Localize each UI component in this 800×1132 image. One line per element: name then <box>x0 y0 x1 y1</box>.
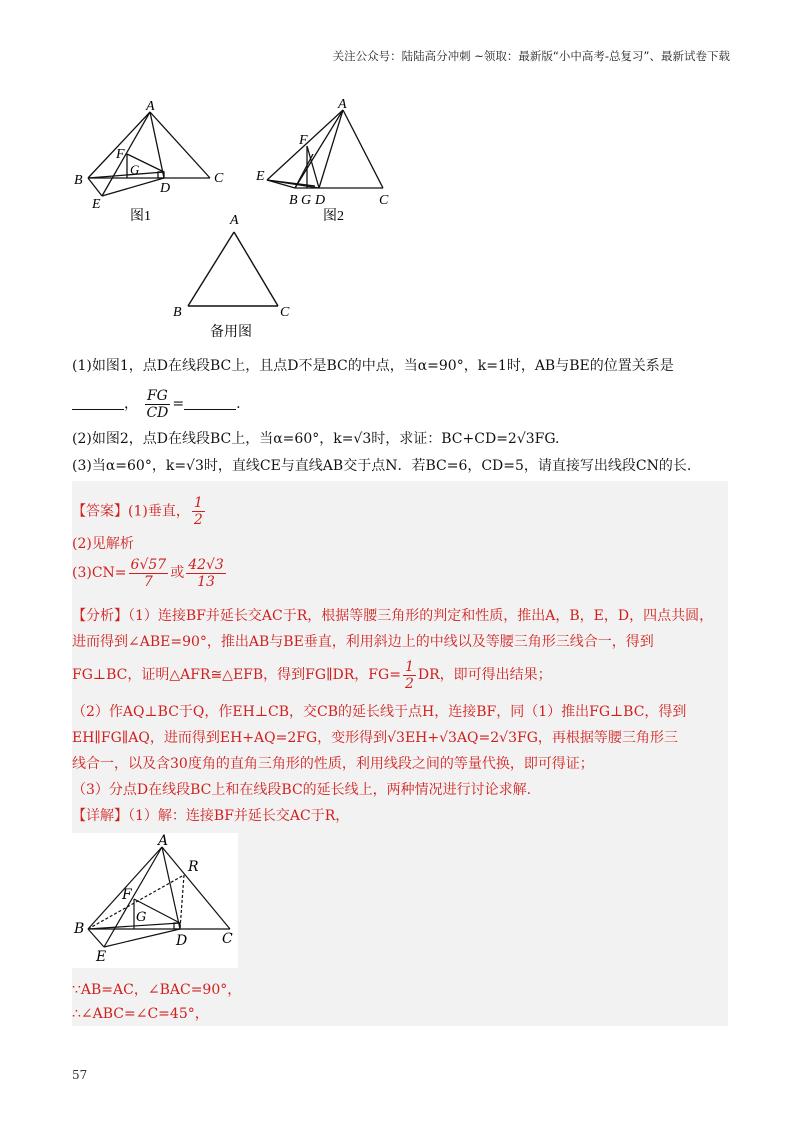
analysis-text-1: （1）连接BF并延长交AC于R，根据等腰三角形的判定和性质，推出A，B，E，D，四点共圆， <box>128 608 714 624</box>
answer-3-fraction-1 <box>129 557 169 590</box>
figure-1-diagram <box>72 98 242 228</box>
fig1-label-g: G <box>130 162 140 177</box>
fig2-label-e: E <box>256 169 265 184</box>
question-3: (3)当α=60°，k=√3时，直线CE与直线AB交于点N．若BC=6，CD=5，请直接写出线段CN的长. <box>72 458 692 474</box>
detail-label-f: F <box>122 887 132 903</box>
analysis-line-7: （3）分点D在线段BC上和在线段BC的延长线上，两种情况进行讨论求解. <box>72 782 532 798</box>
detail-label-r: R <box>188 859 199 875</box>
figure-2 <box>255 94 405 224</box>
fig2-label-c: C <box>379 193 389 208</box>
q1-separator: ， <box>124 396 138 412</box>
fig3-label-a: A <box>230 213 239 228</box>
answer-3-frac2-den: 13 <box>197 573 215 590</box>
fig3-label-b: B <box>173 305 182 320</box>
analysis-line-3 <box>72 657 552 693</box>
detail-label-d: D <box>176 933 188 949</box>
q1-end: . <box>236 396 241 412</box>
analysis-line-2: 进而得到∠ABE=90°，推出AB与BE垂直，利用斜边上的中线以及等腰三角形三线合一，得到 <box>72 634 654 650</box>
q1-equals: = <box>172 396 185 412</box>
detail-label-b: B <box>74 921 85 937</box>
solution-block <box>72 481 728 1026</box>
q1-frac-num: FG <box>146 387 168 404</box>
detail-figure <box>72 833 238 968</box>
fig3-label-c: C <box>280 305 290 320</box>
figure-spare <box>170 210 310 340</box>
analysis-3-suffix: DR，即可得出结果； <box>417 667 552 683</box>
fig1-label-d: D <box>160 181 171 196</box>
fig1-label-e: E <box>92 197 101 212</box>
analysis-3-fraction <box>403 659 416 692</box>
answer-blank-1[interactable] <box>72 395 124 410</box>
analysis-3-frac-den: 2 <box>404 675 414 692</box>
fig1-label-a: A <box>146 99 155 114</box>
figure-2-diagram <box>255 94 405 224</box>
analysis-line-1 <box>72 605 713 627</box>
detail-label-e: E <box>96 949 107 965</box>
answer-1-text: (1)垂直， <box>128 503 190 520</box>
fig3-caption: 备用图 <box>210 325 252 340</box>
answer-3-fraction-2 <box>186 557 226 590</box>
page-number: 57 <box>72 1068 88 1082</box>
fig2-caption: 图2 <box>323 209 344 224</box>
question-1-line-1: (1)如图1，点D在线段BC上，且点D不是BC的中点，当α=90°，k=1时，AB与BE的位置关系是 <box>72 358 674 374</box>
answer-1-fraction <box>192 495 205 528</box>
fig1-label-f: F <box>116 147 125 162</box>
analysis-3-frac-num: 1 <box>404 658 414 675</box>
answer-1-frac-num: 1 <box>193 495 203 511</box>
answer-3-frac1-den: 7 <box>143 573 153 590</box>
analysis-tag: 【分析】 <box>72 608 128 624</box>
answer-line-2: (2)见解析 <box>72 536 134 552</box>
detail-figure-diagram <box>72 833 238 968</box>
detail-tag: 【详解】 <box>72 808 128 824</box>
answer-1-frac-den: 2 <box>193 512 203 528</box>
answer-3-frac1-num: 6√57 <box>130 556 167 573</box>
detail-label-a: A <box>158 833 169 849</box>
q1-frac-den: CD <box>146 404 169 421</box>
fig2-label-d: D <box>315 193 326 208</box>
analysis-line-6: 线合一，以及含30度角的直角三角形的性质，利用线段之间的等量代换，即可得证； <box>72 756 594 772</box>
analysis-line-5: EH∥FG∥AQ，进而得到EH+AQ=2FG，变形得到√3EH+√3AQ=2√3FG，再根据等腰三角形三 <box>72 730 678 746</box>
detail-line-2: ∵AB=AC，∠BAC=90°， <box>72 982 242 998</box>
fig1-label-c: C <box>214 171 224 186</box>
fig1-caption: 图1 <box>130 209 151 224</box>
fig1-label-b: B <box>74 173 83 188</box>
fig2-label-b: B <box>289 193 298 208</box>
answer-tag: 【答案】 <box>72 503 128 520</box>
figure-1 <box>72 98 242 228</box>
answer-line-1 <box>72 495 207 528</box>
detail-label-c: C <box>222 931 233 947</box>
detail-text-1: （1）解：连接BF并延长交AC于R， <box>128 808 350 824</box>
page-header: 关注公众号：陆陆高分冲刺 ~领取：最新版“小中高考-总复习”、最新试卷下载 <box>332 49 730 63</box>
analysis-3-prefix: FG⊥BC，证明△AFR≅△EFB，得到FG∥DR，FG= <box>72 667 401 683</box>
figure-spare-diagram <box>170 210 310 340</box>
answer-3-frac2-num: 42√3 <box>188 556 224 573</box>
answer-blank-2[interactable] <box>184 395 236 410</box>
detail-label-g: G <box>136 910 147 925</box>
fig2-label-f: F <box>299 133 308 148</box>
detail-line-1 <box>72 805 349 827</box>
q1-fraction <box>144 388 170 421</box>
detail-line-3: ∴∠ABC=∠C=45°， <box>72 1006 209 1022</box>
fig2-label-g: G <box>301 193 312 208</box>
question-2: (2)如图2，点D在线段BC上，当α=60°，k=√3时，求证：BC+CD=2√3FG. <box>72 431 560 447</box>
answer-3-prefix: (3)CN= <box>72 565 127 581</box>
analysis-line-4: （2）作AQ⊥BC于Q，作EH⊥CB，交CB的延长线于点H，连接BF，同（1）推出FG⊥BC，得到 <box>72 704 687 720</box>
question-1-line-2 <box>72 386 732 422</box>
answer-3-or: 或 <box>170 565 185 581</box>
answer-line-3 <box>72 555 228 591</box>
fig2-label-a: A <box>338 97 347 112</box>
